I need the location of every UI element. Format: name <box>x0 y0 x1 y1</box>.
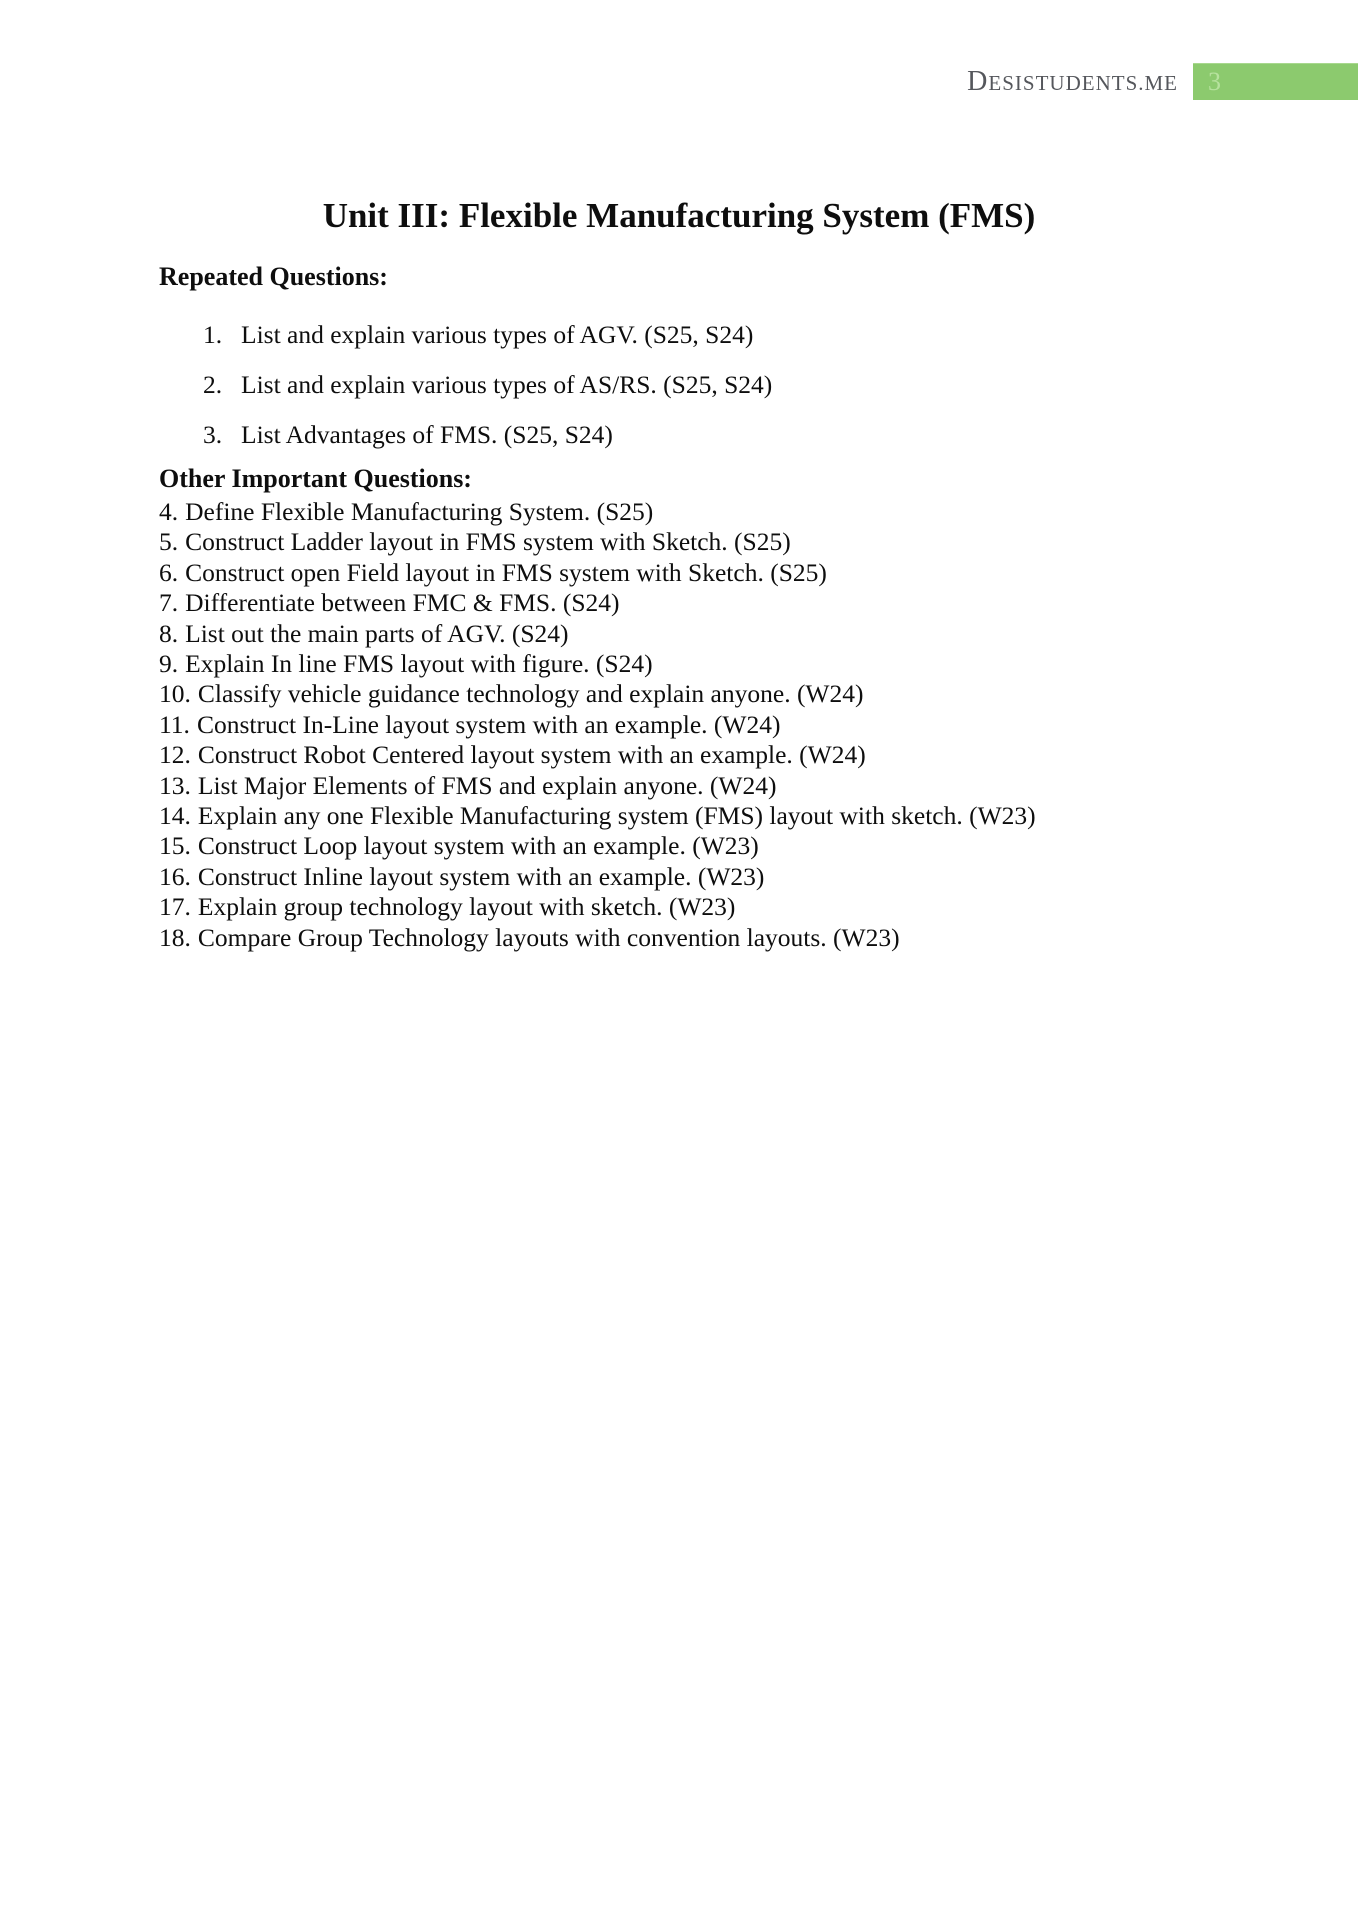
question-number: 18. <box>159 922 191 952</box>
question-item <box>159 862 1239 892</box>
question-item <box>159 558 1239 588</box>
question-text: List Advantages of FMS. (S25, S24) <box>241 420 613 449</box>
question-item <box>203 369 772 400</box>
question-text: Construct Robot Centered layout system with an example. (W24) <box>197 740 866 770</box>
other-questions-heading: Other Important Questions: <box>159 464 472 493</box>
question-number: 5. <box>159 527 179 557</box>
question-item <box>159 588 1239 618</box>
question-text: Differentiate between FMC & FMS. (S24) <box>185 588 620 618</box>
question-text: List out the main parts of AGV. (S24) <box>185 618 569 648</box>
question-number: 6. <box>159 557 179 587</box>
question-number: 13. <box>159 770 191 800</box>
question-item <box>159 497 1239 527</box>
question-number: 16. <box>159 861 191 891</box>
question-number: 7. <box>159 588 179 618</box>
question-number: 8. <box>159 618 179 648</box>
question-item <box>159 679 1239 709</box>
question-number: 11. <box>159 709 190 739</box>
question-item <box>159 740 1239 770</box>
question-text: Compare Group Technology layouts with convention layouts. (W23) <box>197 922 900 952</box>
question-number: 2. <box>203 370 223 399</box>
site-name-rest: ESISTUDENTS.ME <box>988 71 1178 95</box>
question-item <box>159 619 1239 649</box>
page-number-badge <box>1193 63 1358 100</box>
question-text: Classify vehicle guidance technology and explain anyone. (W24) <box>197 679 864 709</box>
question-text: Explain In line FMS layout with figure. (S24) <box>185 649 653 679</box>
question-number: 1. <box>203 320 223 349</box>
question-item <box>203 319 772 350</box>
question-number: 9. <box>159 649 179 679</box>
question-text: Construct Ladder layout in FMS system with Sketch. (S25) <box>185 527 791 557</box>
question-item <box>159 801 1239 831</box>
question-item <box>159 831 1239 861</box>
question-text: Explain any one Flexible Manufacturing system (FMS) layout with sketch. (W23) <box>197 801 1036 831</box>
question-text: Construct In-Line layout system with an example. (W24) <box>196 709 781 739</box>
question-item <box>159 923 1239 953</box>
unit-title: Unit III: Flexible Manufacturing System (FMS) <box>322 196 1036 235</box>
question-text: Construct open Field layout in FMS system with Sketch. (S25) <box>185 557 827 587</box>
other-questions-list <box>159 497 1239 953</box>
question-text: List and explain various types of AGV. (S25, S24) <box>241 320 754 349</box>
question-text: Construct Inline layout system with an example. (W23) <box>197 861 765 891</box>
question-text: Construct Loop layout system with an example. (W23) <box>197 831 759 861</box>
site-name-initial: D <box>967 66 989 97</box>
repeated-questions-heading: Repeated Questions: <box>159 262 388 291</box>
repeated-questions-list <box>203 319 772 469</box>
question-item <box>159 527 1239 557</box>
page-number: 3 <box>1208 67 1221 96</box>
question-text: Explain group technology layout with sketch. (W23) <box>197 892 736 922</box>
question-number: 14. <box>159 801 191 831</box>
site-name <box>967 63 1178 100</box>
question-item <box>159 892 1239 922</box>
question-item <box>159 649 1239 679</box>
question-number: 4. <box>159 497 179 526</box>
question-text: List and explain various types of AS/RS. (S25, S24) <box>241 370 773 399</box>
question-number: 12. <box>159 740 191 770</box>
question-text: List Major Elements of FMS and explain anyone. (W24) <box>197 770 777 800</box>
question-item <box>159 771 1239 801</box>
question-number: 15. <box>159 831 191 861</box>
question-item <box>203 419 772 450</box>
question-number: 3. <box>203 420 223 449</box>
question-number: 10. <box>159 679 191 709</box>
question-number: 17. <box>159 892 191 922</box>
question-text: Define Flexible Manufacturing System. (S25) <box>185 497 654 526</box>
question-item <box>159 710 1239 740</box>
